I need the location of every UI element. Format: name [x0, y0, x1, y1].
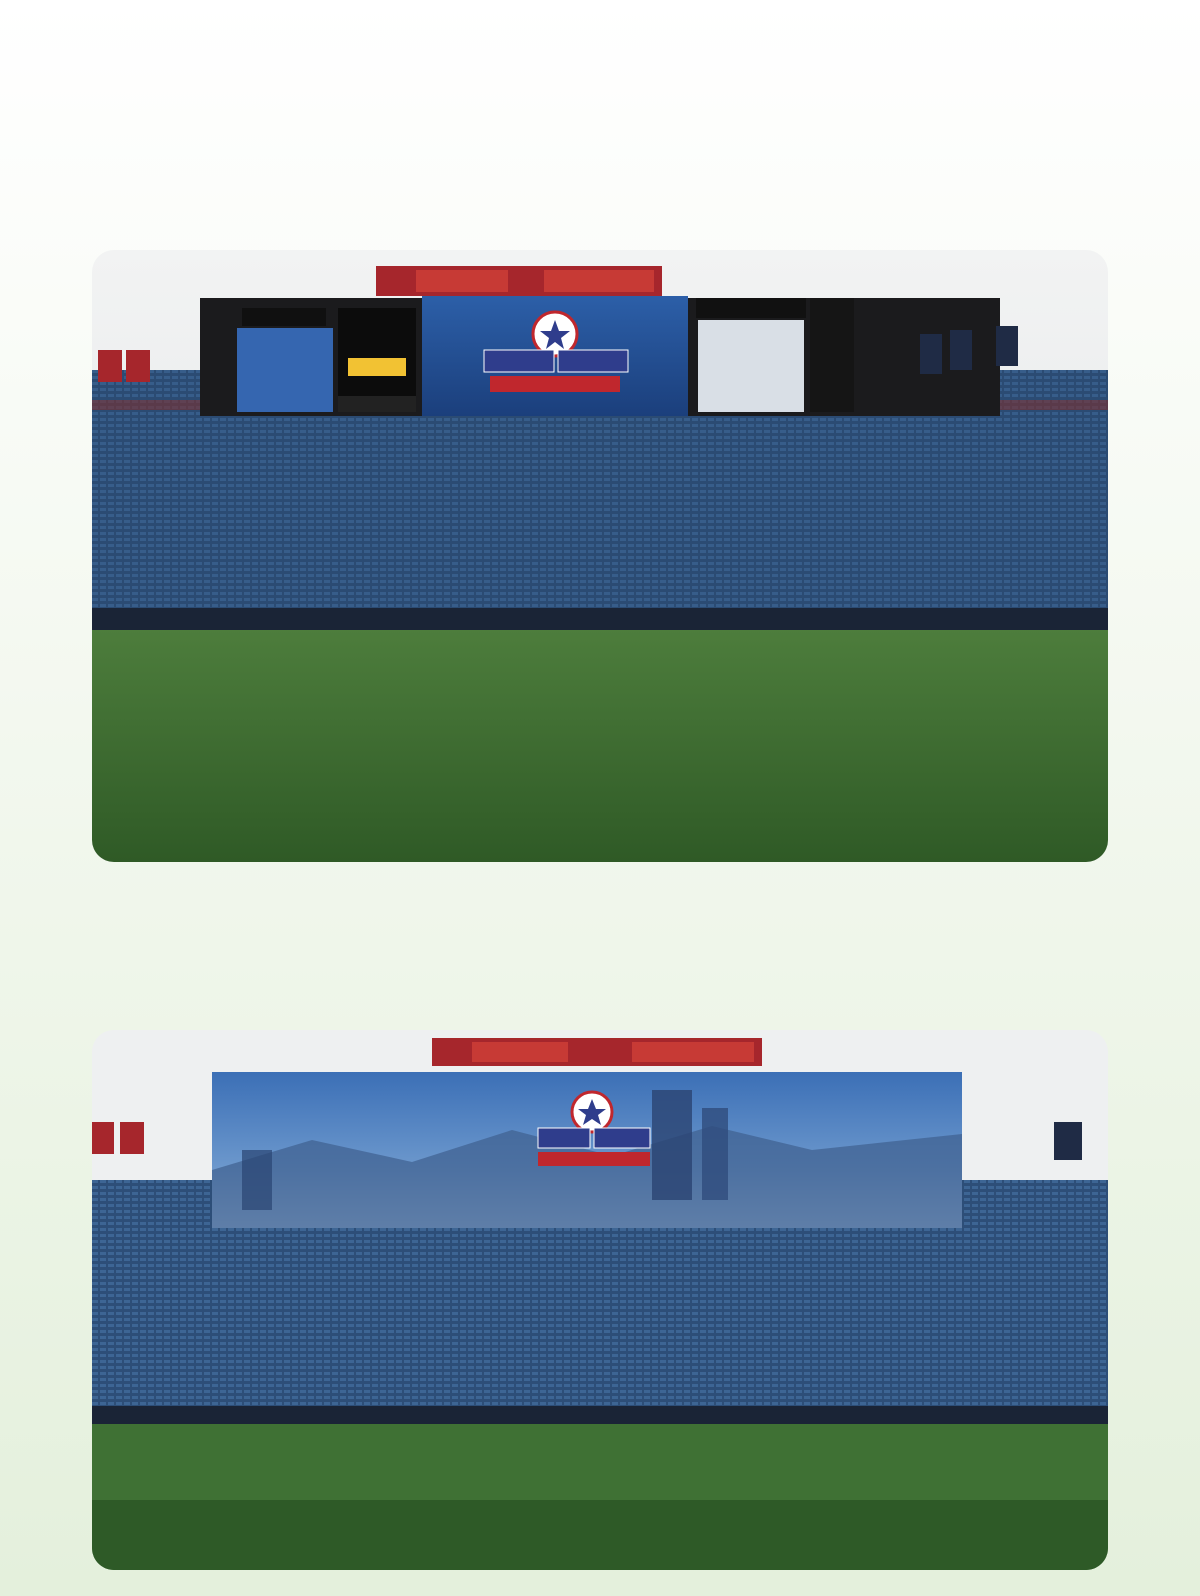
sports-authority-sign-bottom	[432, 1038, 762, 1066]
sports-authority-sign	[376, 266, 662, 296]
team-blazer-photo	[92, 1030, 1108, 1570]
team-uniform-photo	[92, 250, 1108, 862]
